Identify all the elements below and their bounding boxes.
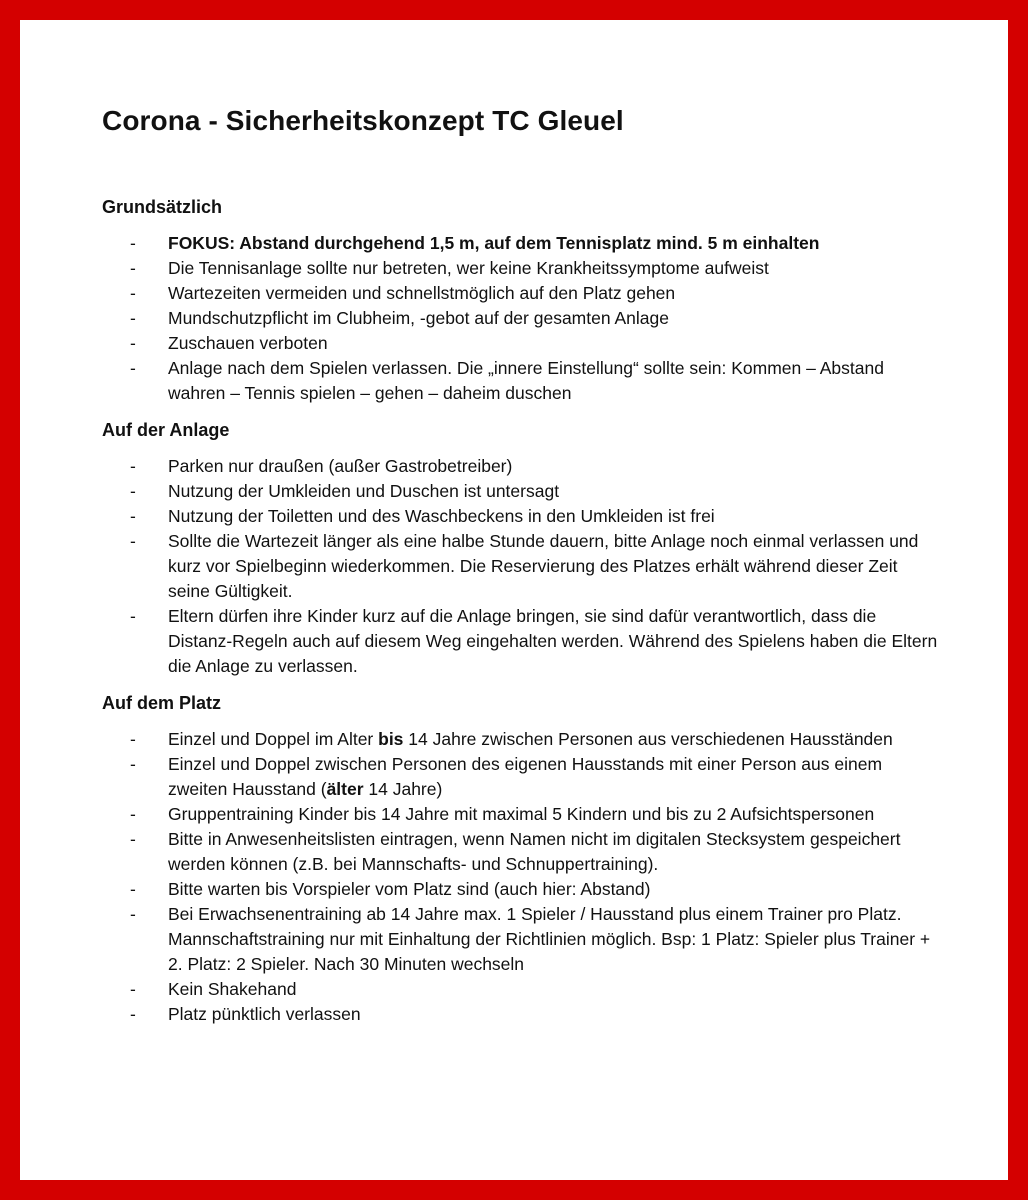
dash-bullet: - [130, 258, 136, 278]
dash-bullet: - [130, 481, 136, 501]
dash-bullet: - [130, 879, 136, 899]
list-item: - Die Tennisanlage sollte nur betreten, wer keine Krankheitssymptome aufweist [102, 256, 938, 281]
section-heading-grundsaetzlich: Grundsätzlich [102, 197, 223, 217]
dash-bullet: - [130, 729, 136, 749]
emphasis-bis: bis [378, 729, 404, 749]
list-item: - Platz pünktlich verlassen [102, 1002, 938, 1027]
list-item: - Wartezeiten vermeiden und schnellstmöglich auf den Platz gehen [102, 281, 938, 306]
dash-bullet: - [130, 531, 136, 551]
list-grundsaetzlich [102, 231, 938, 406]
section-heading-auf-dem-platz: Auf dem Platz [102, 693, 222, 713]
dash-bullet: - [130, 506, 136, 526]
list-item: - Eltern dürfen ihre Kinder kurz auf die Anlage bringen, sie sind dafür verantwortlich, dass die Distanz-Regeln auch auf diesem Weg eingehalten werden. Während des Spielens haben die Eltern die Anlage zu verlassen. [130, 606, 938, 676]
dash-bullet: - [130, 804, 136, 824]
dash-bullet: - [130, 333, 136, 353]
dash-bullet: - [130, 904, 136, 924]
list-item: - Einzel und Doppel zwischen Personen des eigenen Hausstands mit einer Person aus einem zweiten Hausstand (älter 14 Jahre) [130, 754, 883, 799]
list-item: - Mundschutzpflicht im Clubheim, -gebot auf der gesamten Anlage [102, 306, 938, 331]
dash-bullet: - [130, 829, 136, 849]
dash-bullet: - [130, 606, 136, 626]
list-item: - Bitte warten bis Vorspieler vom Platz sind (auch hier: Abstand) [102, 877, 938, 902]
section-heading-auf-der-anlage: Auf der Anlage [102, 420, 230, 440]
list-item: - Zuschauen verboten [102, 331, 938, 356]
dash-bullet: - [130, 233, 136, 253]
dash-bullet: - [130, 358, 136, 378]
list-item: - FOKUS: Abstand durchgehend 1,5 m, auf dem Tennisplatz mind. 5 m einhalten [102, 231, 938, 256]
dash-bullet: - [130, 1004, 136, 1024]
list-item: - Anlage nach dem Spielen verlassen. Die „innere Einstellung“ sollte sein: Kommen – Abstand wahren – Tennis spielen – gehen – daheim duschen [130, 358, 884, 403]
dash-bullet: - [130, 456, 136, 476]
dash-bullet: - [130, 308, 136, 328]
list-item: - Parken nur draußen (außer Gastrobetreiber) [102, 454, 938, 479]
document-page [20, 20, 1008, 1180]
dash-bullet: - [130, 754, 136, 774]
list-item: - Sollte die Wartezeit länger als eine halbe Stunde dauern, bitte Anlage noch einmal verlassen und kurz vor Spielbeginn wiederkommen. Die Reservierung des Platzes erhält während dieser Zeit seine Gültigkeit. [130, 531, 919, 601]
list-item: - Kein Shakehand [102, 977, 938, 1002]
document-title: Corona - Sicherheitskonzept TC Gleuel [102, 105, 624, 136]
list-auf-dem-platz [102, 727, 938, 1027]
list-item: - Nutzung der Toiletten und des Waschbeckens in den Umkleiden ist frei [102, 504, 938, 529]
list-item: - Nutzung der Umkleiden und Duschen ist untersagt [102, 479, 938, 504]
list-item: - Bitte in Anwesenheitslisten eintragen, wenn Namen nicht im digitalen Stecksystem gespeichert werden können (z.B. bei Mannschafts- und Schnuppertraining). [130, 829, 901, 874]
dash-bullet: - [130, 979, 136, 999]
dash-bullet: - [130, 283, 136, 303]
emphasis-aelter: älter [326, 779, 364, 799]
list-item: - Gruppentraining Kinder bis 14 Jahre mit maximal 5 Kindern und bis zu 2 Aufsichtspersonen [102, 802, 938, 827]
list-auf-der-anlage [102, 454, 938, 679]
list-item: - Bei Erwachsenentraining ab 14 Jahre max. 1 Spieler / Hausstand plus einem Trainer pro Platz. Mannschaftstraining nur mit Einhaltung der Richtlinien möglich. Bsp: 1 Platz: Spieler plus Trainer + 2. Platz: 2 Spieler. Nach 30 Minuten wechseln [130, 904, 931, 974]
list-item: - Einzel und Doppel im Alter bis 14 Jahre zwischen Personen aus verschiedenen Hausständen [102, 727, 938, 752]
